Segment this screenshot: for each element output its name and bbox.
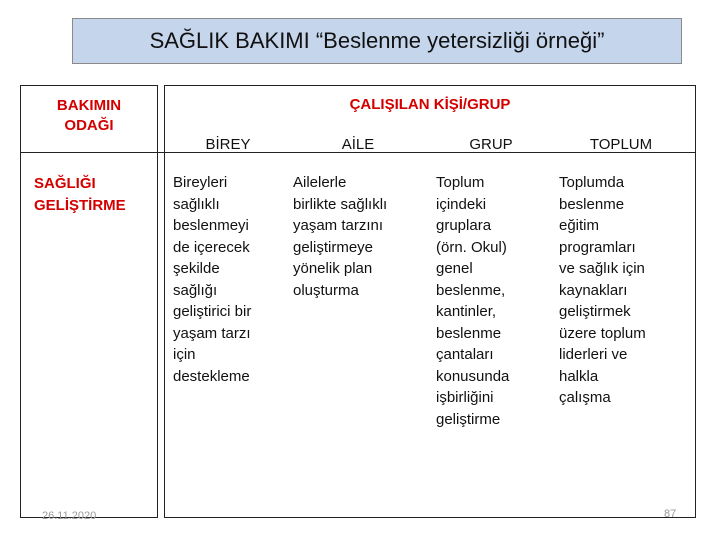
cell-toplum [559,172,646,409]
cell-line: konusunda [436,367,510,385]
cell-line: programları [559,238,636,256]
cell-line: içindeki [436,195,487,213]
cell-line: oluşturma [293,281,359,299]
cell-line: destekleme [173,367,250,385]
cell-line: beslenme [559,195,625,213]
cell-line: için [173,346,196,363]
cell-line: geliştirme [436,410,501,428]
cell-line: halkla [559,367,599,385]
cell-line: yaşam tarzını [293,217,384,234]
cell-line: kaynakları [559,281,628,299]
column-header-aile: AİLE [341,136,375,153]
cell-line: geliştirmeye [293,238,374,256]
focus-row-label [34,173,126,216]
cell-line: gruplara [436,217,492,234]
slide-title: SAĞLIK BAKIMI “Beslenme yetersizliği örneği” [72,18,682,64]
cell-line: yaşam tarzı [173,324,251,342]
column-header-grup: GRUP [469,136,513,153]
cell-aile [293,172,387,301]
cell-line: Ailelerle [293,174,347,191]
cell-line: geliştirici bir [173,303,252,320]
cell-line: beslenmeyi [173,217,249,234]
cell-line: çalışma [559,389,611,406]
focus-row-line1: SAĞLIĞI [34,175,96,192]
cell-line: yönelik plan [293,260,373,277]
cell-line: işbirliğini [436,389,494,406]
focus-column-panel [20,85,158,518]
cell-line: üzere toplum [559,324,646,342]
cell-line: geliştirmek [559,303,631,320]
cell-line: Toplum [436,174,485,191]
cell-birey [173,172,251,387]
column-header-birey: BİREY [205,136,251,153]
focus-header-line1: BAKIMIN [56,97,122,114]
cell-line: birlikte sağlıklı [293,195,388,213]
footer-date: 26.11.2020 [42,510,97,522]
focus-header-line2: ODAĞI [64,117,114,134]
cell-grup [436,172,509,430]
cell-line: kantinler, [436,303,497,320]
focus-header [20,96,158,136]
cell-line: çantaları [436,346,494,363]
cell-line: Bireyleri [173,174,228,191]
cell-line: beslenme, [436,281,506,299]
group-header: ÇALIŞILAN KİŞİ/GRUP [349,96,511,113]
cell-line: Toplumda [559,174,625,191]
cell-line: liderleri ve [559,346,628,363]
focus-row-line2: GELİŞTİRME [34,196,126,214]
footer-page-number: 87 [664,508,677,520]
cell-line: sağlıklı [173,195,220,213]
cell-line: genel [436,260,473,277]
cell-line: ve sağlık için [559,260,645,277]
cell-line: de içerecek [173,238,250,256]
cell-line: eğitim [559,217,600,234]
cell-line: beslenme [436,324,502,342]
cell-line: sağlığı [173,281,218,299]
cell-line: şekilde [173,260,220,277]
cell-line: (örn. Okul) [436,238,507,256]
column-header-toplum: TOPLUM [589,136,653,153]
